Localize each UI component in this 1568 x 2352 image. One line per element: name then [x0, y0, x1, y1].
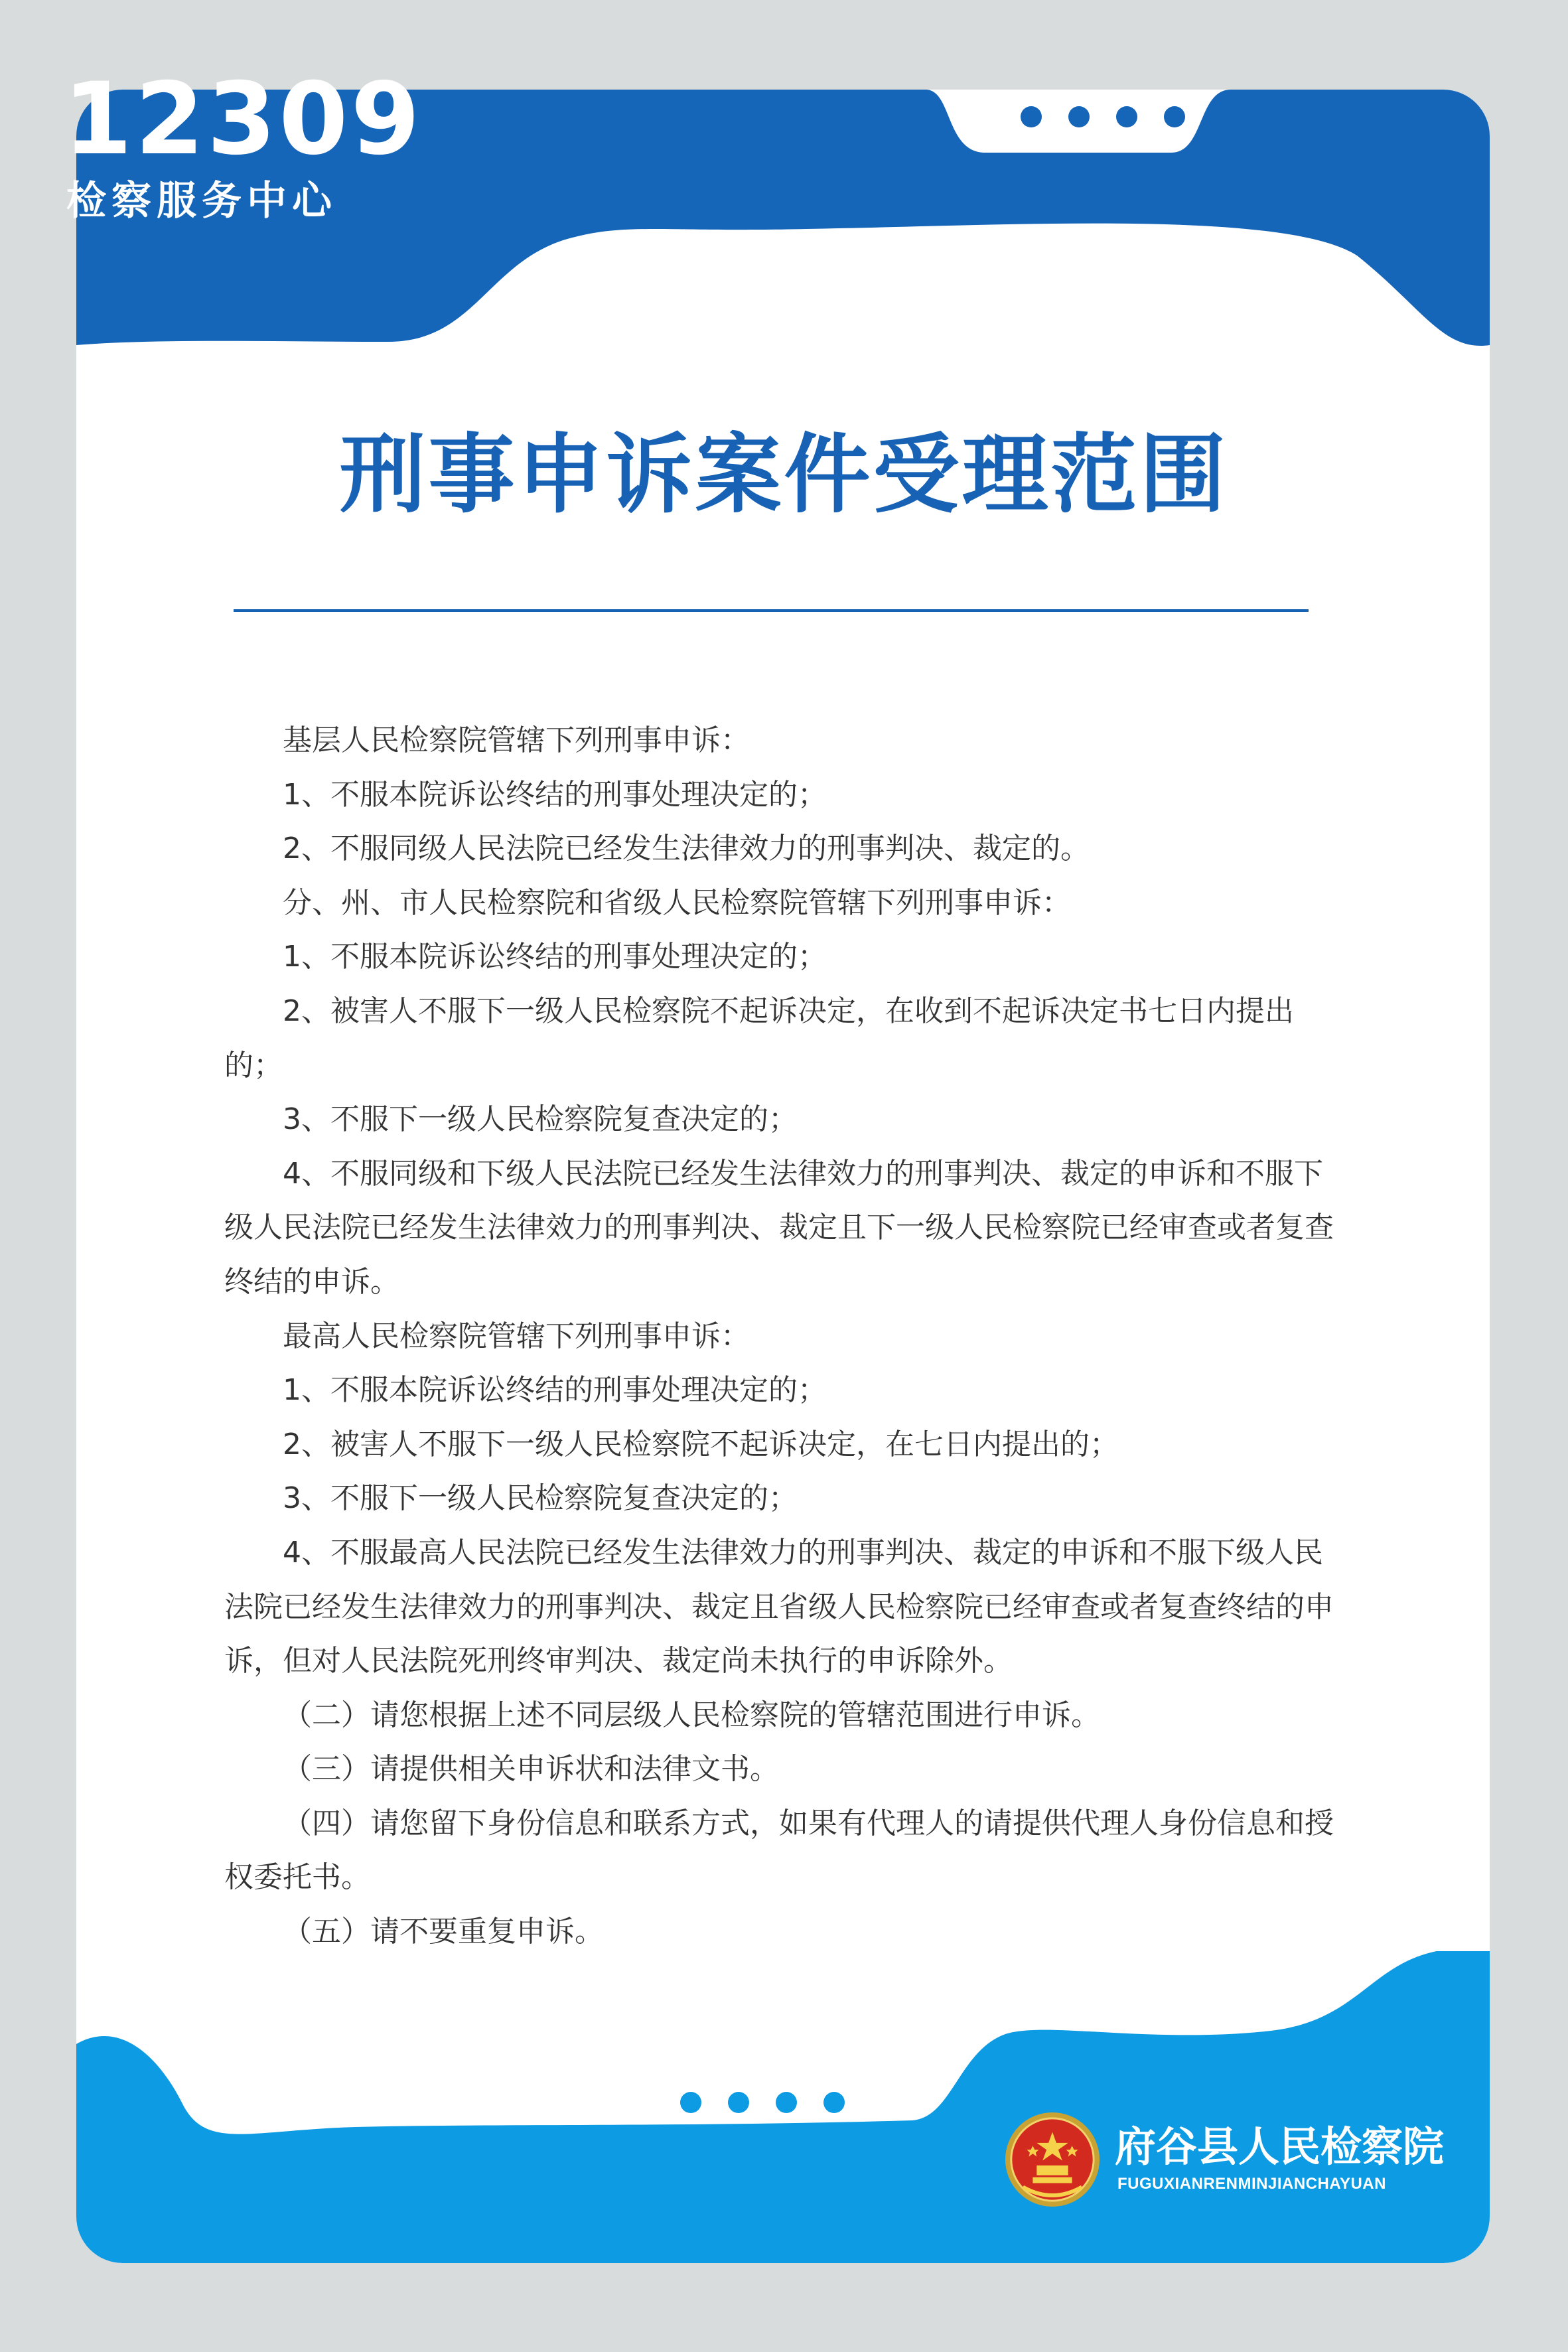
paragraph: 4、不服同级和下级人民法院已经发生法律效力的刑事判决、裁定的申诉和不服下级人民法院已经发生法律效力的刑事判决、裁定且下一级人民检察院已经审查或者复查终结的申诉。 [224, 1156, 1334, 1299]
paragraph: 2、被害人不服下一级人民检察院不起诉决定，在收到不起诉决定书七日内提出的； [224, 993, 1294, 1082]
title-underline [234, 609, 1309, 612]
paragraph: 4、不服最高人民法院已经发生法律效力的刑事判决、裁定的申诉和不服下级人民法院已经发生法律效力的刑事判决、裁定且省级人民检察院已经审查或者复查终结的申诉，但对人民法院死刑终审判决、裁定尚未执行的申诉除外。 [224, 1535, 1334, 1678]
paragraph: 基层人民检察院管辖下列刑事申诉： [283, 723, 750, 757]
paragraph: 2、不服同级人民法院已经发生法律效力的刑事判决、裁定的。 [283, 832, 1090, 866]
service-center-label: 检察服务中心 [66, 178, 337, 224]
organization-pinyin: FUGUXIANRENMINJIANCHAYUAN [1117, 2175, 1386, 2193]
paragraph: 1、不服本院诉讼终结的刑事处理决定的； [283, 940, 827, 974]
paragraph: 3、不服下一级人民检察院复查决定的； [283, 1102, 798, 1137]
procuratorate-emblem-icon [1003, 2110, 1102, 2209]
paragraph: （五）请不要重复申诉。 [283, 1915, 604, 1949]
body-text [224, 713, 1339, 1959]
header-dots [1021, 106, 1185, 127]
paragraph: （三）请提供相关申诉状和法律文书。 [283, 1752, 779, 1787]
footer-dots [680, 2092, 845, 2113]
paragraph: 最高人民检察院管辖下列刑事申诉： [283, 1319, 750, 1353]
paragraph: 2、被害人不服下一级人民检察院不起诉决定，在七日内提出的； [283, 1427, 1119, 1461]
paragraph: （二）请您根据上述不同层级人民检察院的管辖范围进行申诉。 [283, 1698, 1100, 1732]
paragraph: 1、不服本院诉讼终结的刑事处理决定的； [283, 777, 827, 812]
page-title: 刑事申诉案件受理范围 [339, 424, 1229, 525]
paragraph: 1、不服本院诉讼终结的刑事处理决定的； [283, 1373, 827, 1408]
paragraph: （四）请您留下身份信息和联系方式，如果有代理人的请提供代理人身份信息和授权委托书。 [224, 1806, 1334, 1895]
organization-name: 府谷县人民检察院 [1115, 2122, 1445, 2171]
paragraph: 3、不服下一级人民检察院复查决定的； [283, 1481, 798, 1516]
hotline-logo: 12309 [63, 62, 423, 177]
paragraph: 分、州、市人民检察院和省级人民检察院管辖下列刑事申诉： [283, 885, 1071, 920]
